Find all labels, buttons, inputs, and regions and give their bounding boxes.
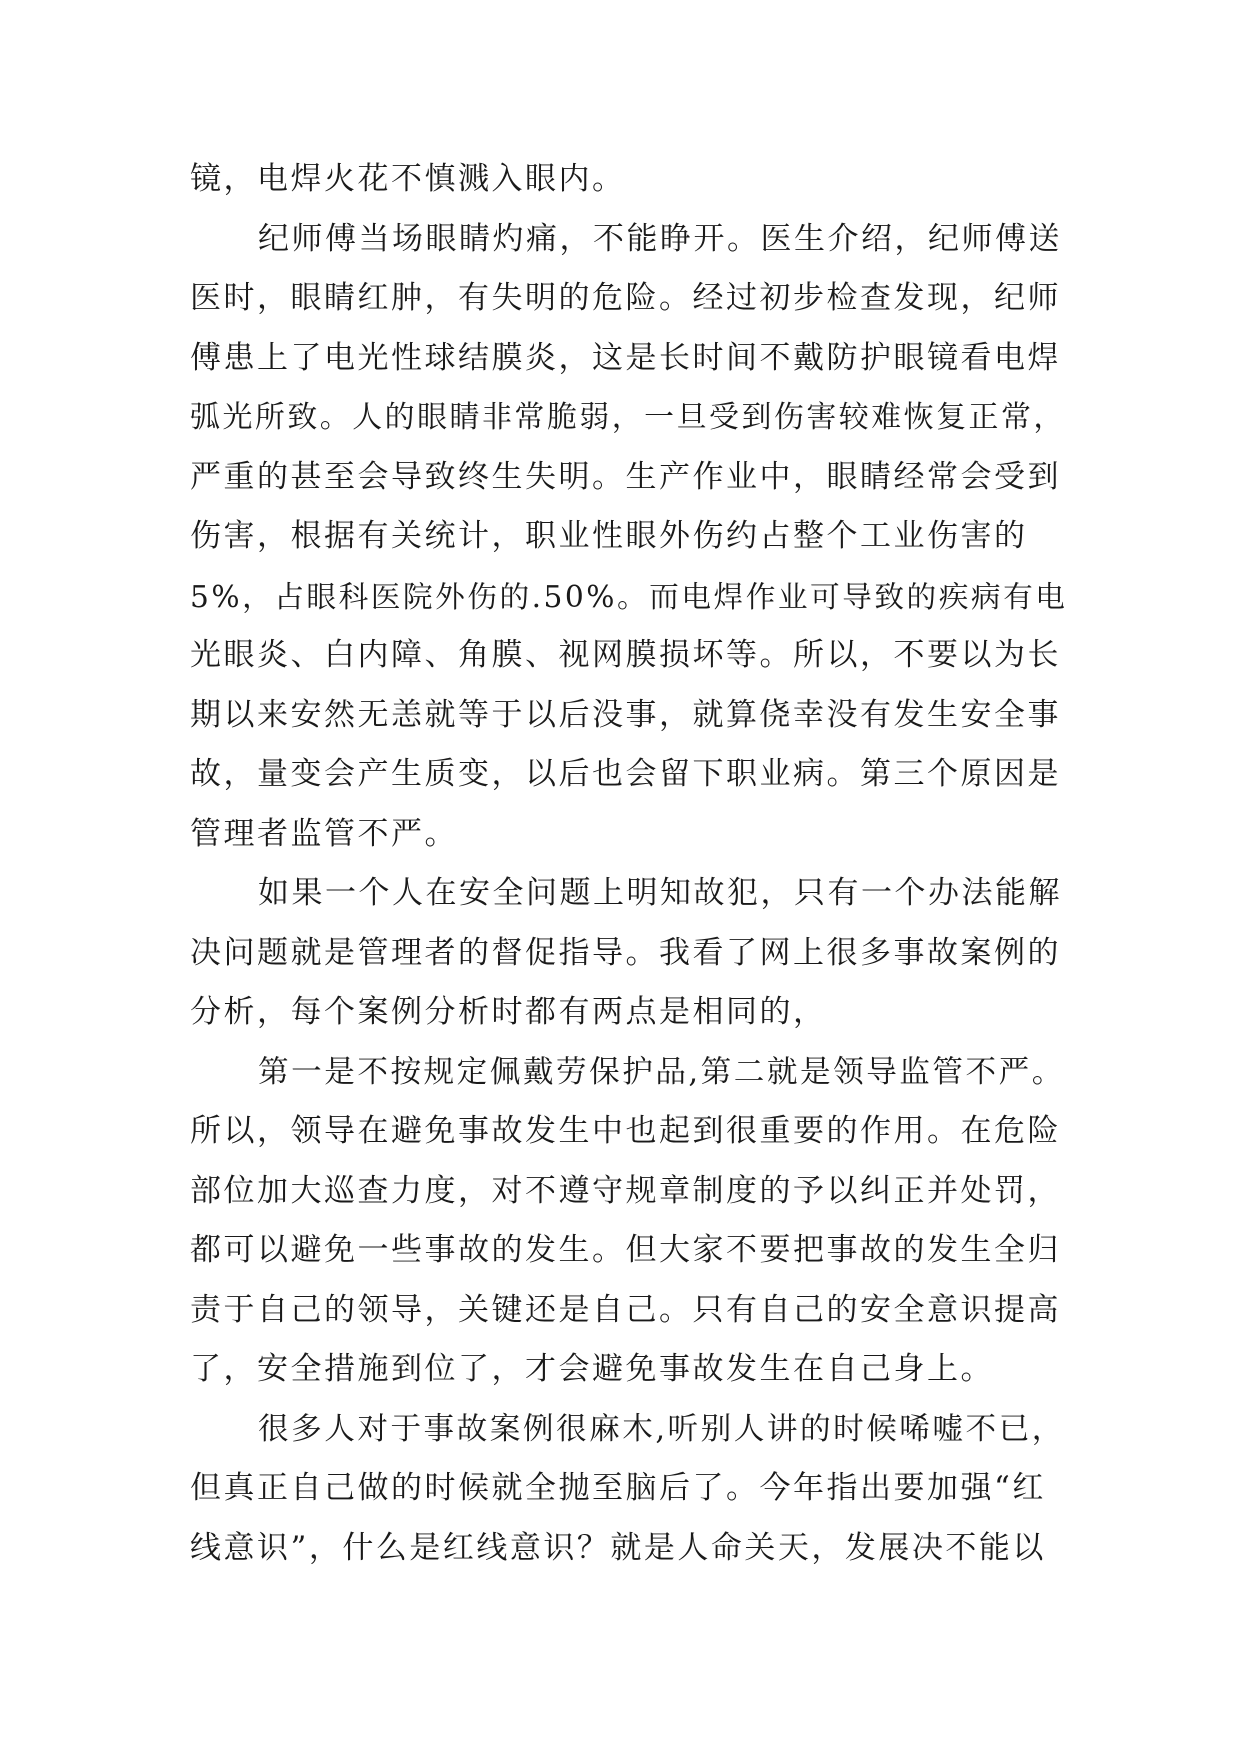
- paragraph-first-line: 纪师傅当场眼睛灼痛，不能睁开。医生介绍，纪师傅送: [258, 220, 1062, 257]
- text-line: 严重的甚至会导致终生失明。生产作业中，眼睛经常会受到: [190, 458, 1061, 495]
- paragraph-first-line: 如果一个人在安全问题上明知故犯，只有一个办法能解: [258, 875, 1062, 911]
- text-line: 伤害，根据有关统计，职业性眼外伤约占整个工业伤害的: [190, 518, 1028, 554]
- text-line: 5%，占眼科医院外伤的.50%。而电焊作业可导致的疾病有电: [190, 578, 1068, 614]
- text-line: 弧光所致。人的眼睛非常脆弱，一旦受到伤害较难恢复正常，: [190, 400, 1066, 435]
- text-line: 光眼炎、白内障、角膜、视网膜损坏等。所以，不要以为长: [190, 637, 1061, 673]
- text-line: 但真正自己做的时候就全抛至脑后了。今年指出要加强“红: [190, 1470, 1046, 1506]
- text-line: 镜，电焊火花不慎溅入眼内。: [190, 161, 626, 197]
- paragraph-first-line: 第一是不按规定佩戴劳保护品,第二就是领导监管不严。: [258, 1054, 1065, 1090]
- text-line: 了，安全措施到位了，才会避免事故发生在自己身上。: [190, 1351, 994, 1387]
- text-line: 责于自己的领导，关键还是自己。只有自己的安全意识提高: [190, 1291, 1061, 1328]
- text-line: 线意识”，什么是红线意识？就是人命关天，发展决不能以: [190, 1529, 1046, 1566]
- text-line: 管理者监管不严。: [190, 815, 458, 852]
- text-line: 医时，眼睛红肿，有失明的危险。经过初步检查发现，纪师: [190, 280, 1061, 316]
- text-line: 分析，每个案例分析时都有两点是相同的，: [190, 994, 827, 1030]
- text-line: 部位加大巡查力度，对不遵守规章制度的予以纠正并处罚，: [190, 1172, 1061, 1209]
- text-line: 决问题就是管理者的督促指导。我看了网上很多事故案例的: [190, 934, 1061, 971]
- text-line: 故，量变会产生质变，以后也会留下职业病。第三个原因是: [190, 756, 1061, 792]
- text-line: 傅患上了电光性球结膜炎，这是长时间不戴防护眼镜看电焊: [190, 339, 1061, 376]
- text-line: 都可以避免一些事故的发生。但大家不要把事故的发生全归: [190, 1232, 1061, 1268]
- text-line: 所以，领导在避免事故发生中也起到很重要的作用。在危险: [190, 1113, 1061, 1149]
- body-text: [190, 150, 1068, 1578]
- text-line: 期以来安然无恙就等于以后没事，就算侥幸没有发生安全事: [190, 696, 1061, 733]
- paragraph-first-line: 很多人对于事故案例很麻木,听别人讲的时候唏嘘不已，: [258, 1411, 1065, 1447]
